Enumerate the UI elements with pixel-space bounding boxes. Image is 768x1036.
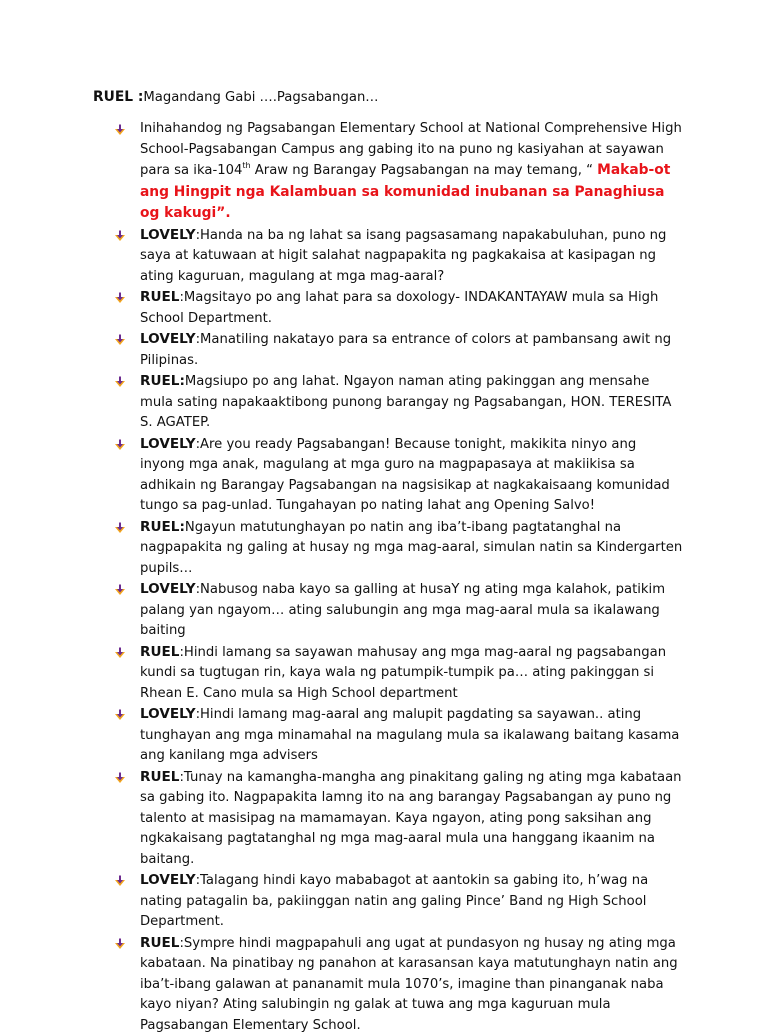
list-item — [112, 371, 684, 434]
header-speaker: RUEL : — [93, 89, 143, 105]
arrow-bullet-icon — [114, 647, 126, 659]
arrow-bullet-icon — [114, 124, 126, 136]
speaker-name: RUEL — [140, 289, 179, 305]
speaker-name: LOVELY — [140, 872, 196, 888]
arrow-bullet-icon — [114, 522, 126, 534]
line-text: :Nabusog naba kayo sa galling at husaY ng ating mga kalahok, patikim palang yan ngayom… ating salubungin ang mga mag-aaral mula sa ikalawang baiting — [140, 582, 665, 638]
theme-text: Makab-ot ang Hingpit nga Kalambuan sa komunidad inubanan sa Panaghiusa og kakugi” — [140, 162, 670, 221]
line-text: Magsiupo po ang lahat. Ngayon naman ating pakinggan ang mensahe mula sating napakaaktibong punong barangay ng Pagsabangan, HON. TERESITA S. AGATEP. — [140, 374, 671, 430]
speaker-name: LOVELY — [140, 331, 196, 347]
line-text: :Handa na ba ng lahat sa isang pagsasamang napakabuluhan, puno ng saya at katuwaan at higit salahat nagpapakita ng pagkakaisa at kasipagan ng ating kaguruan, magulang at mga mag-aaral? — [140, 228, 666, 284]
line-text: :Hindi lamang mag-aaral ang malupit pagdating sa sayawan.. ating tunghayan ang mga minamahal na magulang mula sa ikalawang baitang kasama ang kanilang mga advisers — [140, 707, 679, 763]
speaker-name: LOVELY — [140, 227, 196, 243]
list-item — [112, 434, 684, 517]
line-text: :Talagang hindi kayo mababagot at aantokin sa gabing ito, h’wag na nating patagalin ba, pakiinggan natin ang galing Pince’ Band ng High School Department. — [140, 873, 648, 929]
arrow-bullet-icon — [114, 292, 126, 304]
list-item — [112, 329, 684, 371]
list-item — [112, 225, 684, 288]
line-text: :Tunay na kamangha-mangha ang pinakitang galing ng ating mga kabataan sa gabing ito. Nagpapakita lamng ito na ang barangay Pagsabangan ay puno ng talento at masisipag na mamamayan. Kaya ngayon, ating pong saksihan ang ngkakaisang pagtatanghal ng mga mag-aaral mula una hanggang ikaanim na baitang. — [140, 770, 682, 867]
opening-line — [93, 87, 379, 108]
speaker-name: LOVELY — [140, 581, 196, 597]
list-item — [112, 767, 684, 871]
line-text: :Are you ready Pagsabangan! Because tonight, makikita ninyo ang inyong mga anak, magulang at mga guro na magpapasaya at makiikisa sa adhikain ng Barangay Pagsabangan na nagsisikap at nagkakaisaang komunidad tungo sa pag-unlad. Tungahayan po nating lahat ang Opening Salvo! — [140, 437, 670, 514]
list-item — [112, 704, 684, 767]
speaker-name: LOVELY — [140, 706, 196, 722]
speaker-name: RUEL: — [140, 373, 185, 389]
arrow-bullet-icon — [114, 772, 126, 784]
intro-text-cont: Araw ng Barangay Pagsabangan na may temang, “ — [251, 163, 598, 178]
list-item — [112, 642, 684, 705]
line-text: Ngayun matutunghayan po natin ang iba’t-ibang pagtatanghal na nagpapakita ng galing at husay ng mga mag-aaral, simulan natin sa Kindergarten pupils… — [140, 520, 682, 576]
arrow-bullet-icon — [114, 376, 126, 388]
line-text: :Manatiling nakatayo para sa entrance of colors at pambansang awit ng Pilipinas. — [140, 332, 671, 368]
list-item — [112, 119, 684, 225]
arrow-bullet-icon — [114, 334, 126, 346]
list-item — [112, 870, 684, 933]
line-text: :Sympre hindi magpapahuli ang ugat at pundasyon ng husay ng ating mga kabataan. Na pinatibay ng panahon at karasansan kaya matutunghayn natin ang iba’t-ibang galawan at pananamit mula 1070’s, imagine than pinanganak naba kayo niyan? Ating salubingin ng galak at tuwa ang mga kaguruan mula Pagsabangan Elementary School. — [140, 936, 678, 1033]
arrow-bullet-icon — [114, 709, 126, 721]
list-item — [112, 933, 684, 1036]
theme-end: . — [225, 205, 230, 221]
list-item — [112, 517, 684, 580]
arrow-bullet-icon — [114, 230, 126, 242]
line-text: :Magsitayo po ang lahat para sa doxology- INDAKANTAYAW mula sa High School Department. — [140, 290, 658, 326]
list-item — [112, 287, 684, 329]
header-text: Magandang Gabi ….Pagsabangan… — [143, 90, 378, 105]
ordinal-suffix: th — [242, 161, 250, 170]
arrow-bullet-icon — [114, 875, 126, 887]
line-text: :Hindi lamang sa sayawan mahusay ang mga mag-aaral ng pagsabangan kundi sa tugtugan rin, kaya wala ng patumpik-tumpik pa… ating pakinggan si Rhean E. Cano mula sa High School department — [140, 645, 666, 701]
speaker-name: RUEL — [140, 935, 179, 951]
intro-text: Inihahandog ng Pagsabangan Elementary School at National Comprehensive High School-Pagsabangan Campus ang gabing ito na puno ng kasiyahan at sayawan para sa ika-104 — [140, 121, 682, 178]
speaker-name: RUEL: — [140, 519, 185, 535]
arrow-bullet-icon — [114, 938, 126, 950]
speaker-name: RUEL — [140, 644, 179, 660]
arrow-bullet-icon — [114, 584, 126, 596]
list-item — [112, 579, 684, 642]
speaker-name: LOVELY — [140, 436, 196, 452]
speaker-name: RUEL — [140, 769, 179, 785]
arrow-bullet-icon — [114, 439, 126, 451]
script-list — [112, 119, 684, 1036]
